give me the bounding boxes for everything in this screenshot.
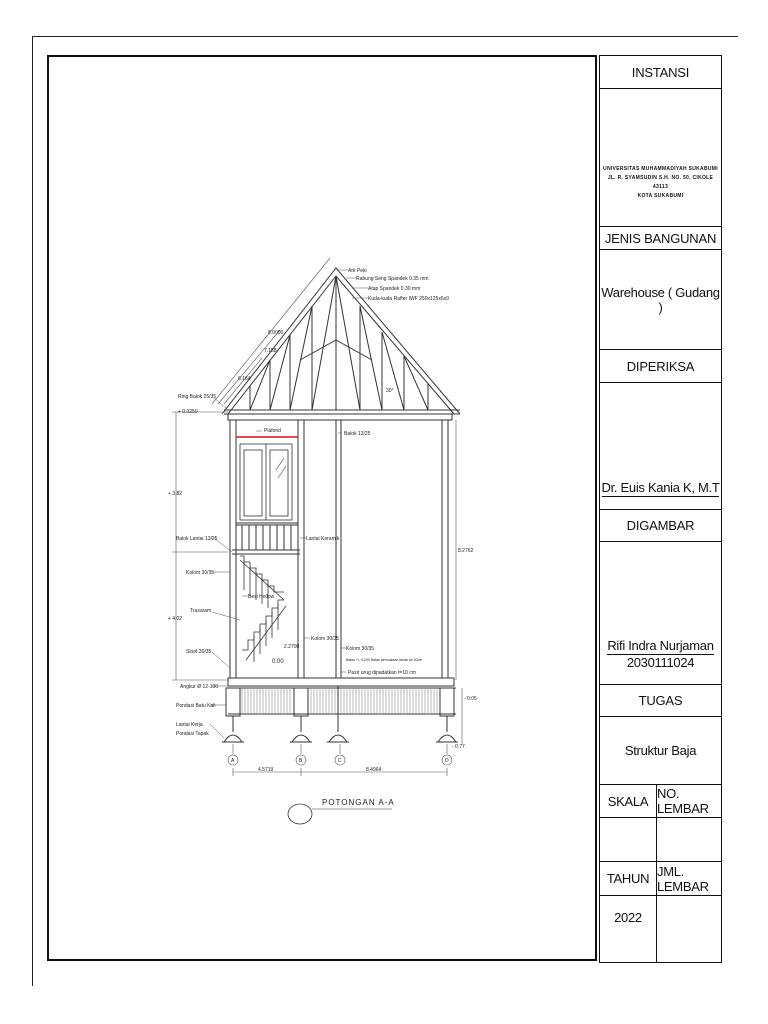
label-angkur: Angkur Ø 12-100: [180, 684, 219, 690]
grid-c-label: C: [338, 758, 342, 764]
ground-hatch-lines: [242, 689, 437, 713]
label-lantai-keramik: Lantai Keramik: [306, 536, 340, 542]
grid-b-label: B: [299, 758, 303, 764]
label-batas: Batas +/- 0.200 Batas permukaan tanah ke 20cm: [346, 658, 423, 662]
label-arti-peki: Arti Peki: [348, 268, 367, 274]
dim-000: 0.00: [272, 659, 284, 665]
no-lembar-value: [657, 818, 721, 862]
dim-45719: 4.5719: [258, 767, 274, 773]
dim-402: + 4.02: [168, 616, 183, 622]
instansi-line2: JL. R. SYAMSUDIN S.H. NO. 50, CIKOLE 43113: [607, 174, 714, 190]
dim-077: - 0.77: [452, 744, 465, 750]
tugas-label: TUGAS: [600, 685, 721, 717]
instansi-label: INSTANSI: [600, 56, 721, 89]
dim-22700: 2.2700: [284, 644, 300, 650]
roof: [222, 268, 460, 414]
dim-82762: 8.2762: [458, 548, 474, 554]
dim-30: 30°: [386, 388, 394, 394]
label-sloof: Sloof 30/35: [186, 649, 212, 655]
tahun-value: 2022: [600, 896, 657, 962]
label-trasaram: Trasaram: [190, 608, 212, 614]
section-title: POTONGAN A-A: [322, 798, 395, 807]
label-pondasi-batu-kali: Pondasi Batu Kali: [176, 703, 216, 709]
label-besi-holo: Besi Hollow: [248, 594, 275, 600]
digambar-cell: [600, 542, 721, 685]
label-kolom-a: Kolom 30/35: [186, 570, 215, 576]
tahun-label: TAHUN: [600, 862, 657, 896]
digambar-label: DIGAMBAR: [600, 510, 721, 542]
jenis-value: Warehouse ( Gudang ): [600, 250, 721, 350]
diperiksa-cell: [600, 383, 721, 510]
dim-7158: 7.158: [264, 348, 277, 354]
diperiksa-label: DIPERIKSA: [600, 350, 721, 383]
tugas-value: Struktur Baja: [600, 717, 721, 785]
label-pondasi-tapak: Pondasi Tapak: [176, 731, 209, 737]
no-lembar-label: NO. LEMBAR: [657, 785, 721, 818]
label-kolom-c: Kolom 30/35: [346, 646, 375, 652]
dim-84964: 8.4964: [366, 767, 382, 773]
label-rabung: Rabung Seng Spandek 0.35 mm: [356, 276, 429, 282]
instansi-line1: UNIVERSITAS MUHAMMADIYAH SUKABUMI: [603, 165, 718, 172]
grid-d-label: D: [445, 758, 449, 764]
dim-382: + 3.82: [168, 491, 183, 497]
label-ring-balok: Ring Balok 25/35: [178, 394, 217, 400]
dim-6164: 6.164: [238, 376, 251, 382]
skala-label: SKALA: [600, 785, 657, 818]
instansi-line3: KOTA SUKABUMI: [637, 192, 684, 199]
label-plafond: Plafond: [264, 428, 281, 434]
instansi-info: [600, 89, 721, 227]
label-balok-lantai: Balok Lantai 13/25: [176, 536, 218, 542]
digambar-nim: 2030111024: [626, 655, 695, 670]
grid-a-label: A: [231, 758, 235, 764]
title-block: [599, 55, 722, 963]
dim-005: - 0.05: [464, 696, 477, 702]
railing: [236, 523, 298, 550]
dim-0250: + 0.0250: [178, 409, 198, 415]
label-kolom-b: Kolom 30/35: [311, 636, 340, 642]
skala-value: [600, 818, 657, 862]
label-atap: Atap Spandek 0.30 mm: [368, 286, 421, 292]
label-kuda: Kuda-kuda Rafter IWF 250x125x6x9: [368, 296, 449, 302]
diperiksa-value: Dr. Euis Kania K, M.T: [601, 480, 720, 495]
door: [240, 444, 292, 520]
stairs: [240, 556, 286, 662]
jml-lembar-label: JML. LEMBAR: [657, 862, 721, 896]
label-balok: Balok 13/25: [344, 431, 371, 437]
section-title-bubble: [288, 804, 312, 824]
digambar-name: Rifi Indra Nurjaman: [607, 638, 714, 653]
label-pasir: Pasir urug dipadatkan t=10 cm: [348, 670, 416, 676]
dim-8000: 8.0000: [268, 330, 284, 336]
label-lantai-kerja: Lantai Kerja: [176, 722, 203, 728]
jenis-label: JENIS BANGUNAN: [600, 227, 721, 250]
jml-lembar-value: [657, 896, 721, 962]
